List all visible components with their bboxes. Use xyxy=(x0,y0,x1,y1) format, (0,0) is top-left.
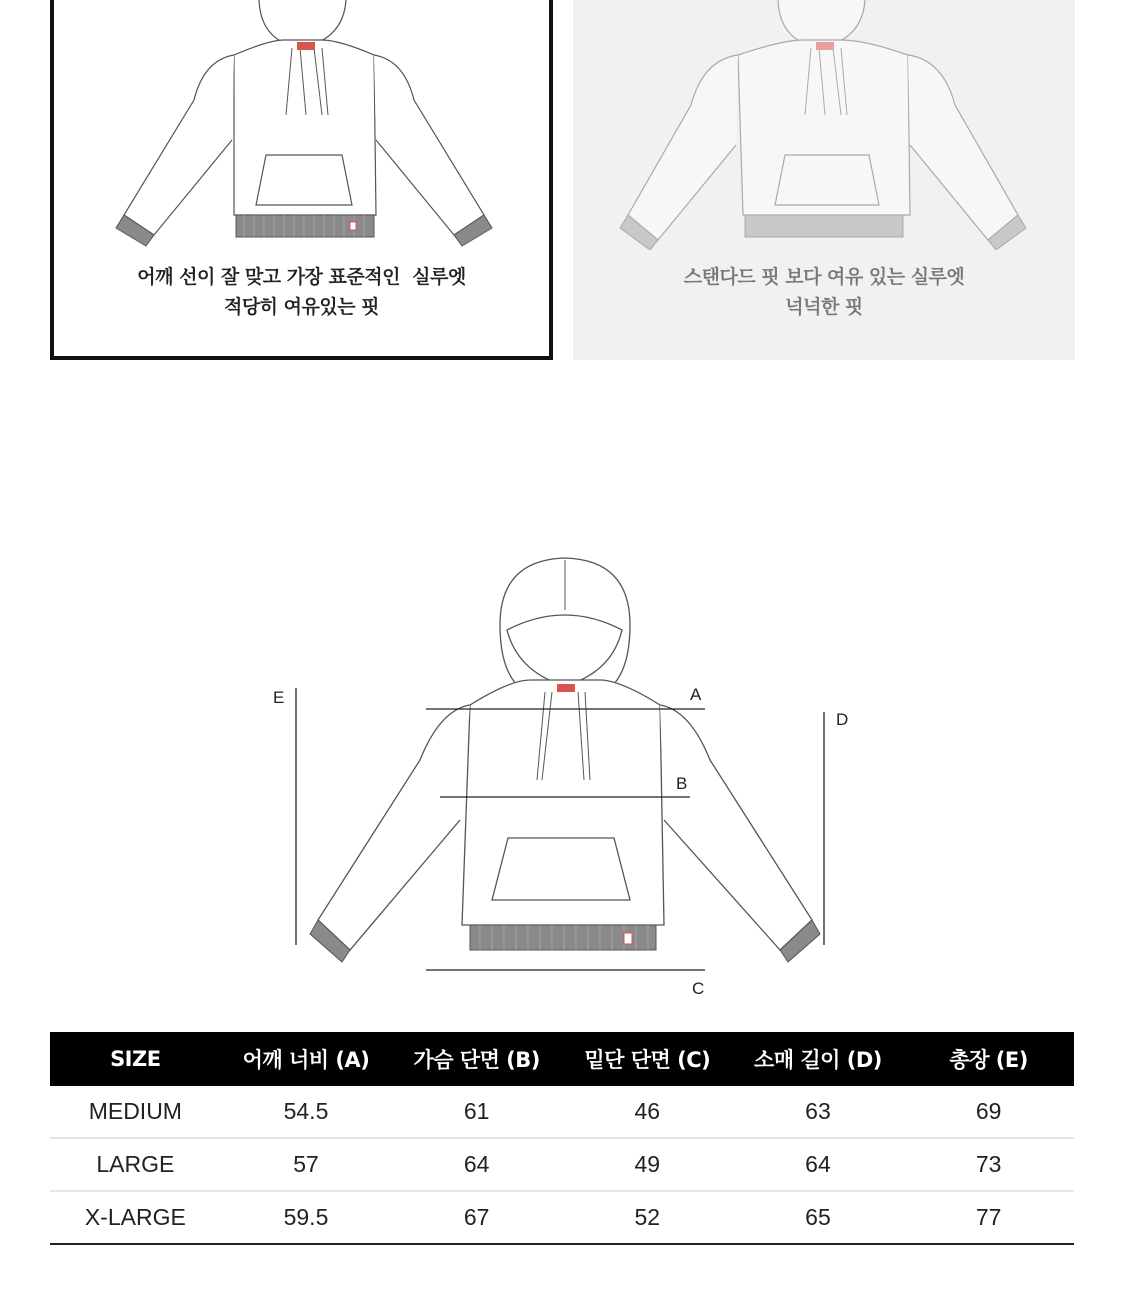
table-cell: 64 xyxy=(391,1138,562,1191)
column-header-chest: 가슴 단면 (B) xyxy=(391,1032,562,1086)
fit-card-line: 스탠다드 핏 보다 여유 있는 실루엣 xyxy=(683,266,965,288)
table-cell: 54.5 xyxy=(221,1086,392,1138)
hem-tag-icon xyxy=(624,933,632,944)
fit-card-line: 넉넉한 핏 xyxy=(785,296,863,318)
table-row xyxy=(50,1086,1074,1138)
table-row xyxy=(50,1138,1074,1191)
fit-card-relaxed xyxy=(573,0,1075,360)
sleeve-left xyxy=(318,705,470,950)
table-cell: 61 xyxy=(391,1086,562,1138)
measure-label-c: C xyxy=(692,979,705,998)
hoodie-illustration-relaxed xyxy=(573,0,1075,250)
table-row xyxy=(50,1191,1074,1244)
hoodie-illustration-standard xyxy=(54,0,549,250)
column-header-hem: 밑단 단면 (C) xyxy=(562,1032,733,1086)
table-cell: 77 xyxy=(903,1191,1074,1244)
table-cell: 63 xyxy=(733,1086,904,1138)
sleeve-right xyxy=(660,705,812,950)
column-header-length: 총장 (E) xyxy=(903,1032,1074,1086)
fit-card-line: 어깨 선이 잘 맞고 가장 표준적인 실루엣 xyxy=(137,266,466,288)
hem-tag-icon xyxy=(350,222,356,230)
table-cell: 67 xyxy=(391,1191,562,1244)
table-cell: 46 xyxy=(562,1086,733,1138)
fit-card-relaxed-description xyxy=(573,262,1075,322)
column-header-shoulder: 어깨 너비 (A) xyxy=(221,1032,392,1086)
measure-label-d: D xyxy=(836,710,849,729)
table-cell: X-LARGE xyxy=(50,1191,221,1244)
measure-label-e: E xyxy=(273,688,285,707)
table-cell: 52 xyxy=(562,1191,733,1244)
table-cell: 73 xyxy=(903,1138,1074,1191)
table-cell: 49 xyxy=(562,1138,733,1191)
pocket-shape xyxy=(492,838,630,900)
table-cell: LARGE xyxy=(50,1138,221,1191)
column-header-sleeve: 소매 길이 (D) xyxy=(733,1032,904,1086)
table-cell: 69 xyxy=(903,1086,1074,1138)
table-cell: 57 xyxy=(221,1138,392,1191)
column-header-size: SIZE xyxy=(50,1032,221,1086)
size-table xyxy=(50,1032,1074,1245)
label-tag-icon xyxy=(557,684,575,692)
table-cell: 59.5 xyxy=(221,1191,392,1244)
fit-card-line: 적당히 여유있는 핏 xyxy=(223,296,380,318)
measure-label-a: A xyxy=(690,685,702,704)
fit-card-standard-description xyxy=(54,262,549,322)
table-cell: 65 xyxy=(733,1191,904,1244)
table-cell: 64 xyxy=(733,1138,904,1191)
measure-label-b: B xyxy=(676,774,688,793)
fit-card-standard xyxy=(50,0,553,360)
measurement-diagram xyxy=(0,540,1125,1010)
label-tag-icon xyxy=(297,42,315,50)
table-cell: MEDIUM xyxy=(50,1086,221,1138)
table-header-row xyxy=(50,1032,1074,1086)
